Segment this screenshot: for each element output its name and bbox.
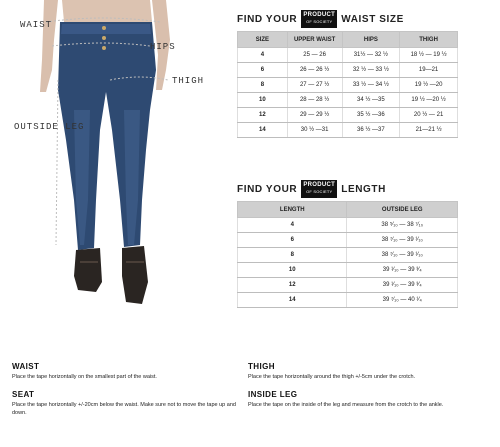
length-size-cell: 10: [238, 263, 347, 278]
upper-waist-cell: 28 — 28 ½: [287, 93, 342, 108]
col-header-hips: HIPS: [342, 32, 400, 48]
table-row: [238, 123, 458, 138]
col-header-upper-waist: UPPER WAIST: [287, 32, 342, 48]
waist-instruction-text: Place the tape horizontally on the smallest part of the waist.: [12, 374, 157, 380]
logo-line-1: PRODUCT: [303, 182, 336, 188]
thigh-cell: 21—21 ½: [400, 123, 458, 138]
waist-instruction: [12, 362, 240, 382]
table-row: [238, 293, 458, 308]
waist-heading-suffix: WAIST SIZE: [341, 13, 404, 25]
waist-size-heading: [237, 10, 404, 28]
length-heading-prefix: FIND YOUR: [237, 183, 298, 195]
thigh-cell: 19 ½ —20: [400, 78, 458, 93]
size-cell: 8: [238, 78, 288, 93]
length-size-cell: 4: [238, 218, 347, 233]
size-cell: 10: [238, 93, 288, 108]
thigh-cell: 19—21: [400, 63, 458, 78]
thigh-instruction-title: THIGH: [248, 362, 275, 371]
size-cell: 14: [238, 123, 288, 138]
outside-leg-cell: 38 ⁷⁄₁₀ — 39 ¹⁄₁₀: [347, 233, 458, 248]
outside-leg-measure-label: OUTSIDE LEG: [14, 122, 85, 132]
col-header-thigh: THIGH: [400, 32, 458, 48]
inside-leg-instruction: [248, 390, 488, 410]
col-header-size: SIZE: [238, 32, 288, 48]
outside-leg-cell: 39 ¹⁄₁₀ — 39 ³⁄₄: [347, 278, 458, 293]
product-of-society-logo: [301, 10, 337, 28]
table-row: [238, 78, 458, 93]
table-header-row: [238, 202, 458, 218]
table-row: [238, 63, 458, 78]
table-row: [238, 93, 458, 108]
thigh-instruction-text: Place the tape horizontally around the thigh +/-5cm under the crotch.: [248, 374, 416, 380]
hips-cell: 31½ — 32 ½: [342, 48, 400, 63]
outside-leg-cell: 39 ¹⁄₁₀ — 39 ³⁄₄: [347, 263, 458, 278]
hips-cell: 34 ½ —35: [342, 93, 400, 108]
table-row: [238, 233, 458, 248]
table-row: [238, 48, 458, 63]
seat-instruction-text: Place the tape horizontally +/-20cm below the waist. Make sure not to move the tape up and down.: [12, 402, 236, 416]
waist-instruction-title: WAIST: [12, 362, 40, 371]
col-header-outside-leg: OUTSIDE LEG: [347, 202, 458, 218]
waist-measure-label: WAIST: [20, 20, 53, 30]
table-row: [238, 248, 458, 263]
jeans-model-figure: [0, 0, 230, 320]
logo-line-2: OF SOCIETY: [306, 19, 333, 24]
length-heading: [237, 180, 386, 198]
size-cell: 4: [238, 48, 288, 63]
outside-leg-cell: 38 ⁵⁄₁₀ — 38 ⁷⁄₁₀: [347, 218, 458, 233]
size-cell: 6: [238, 63, 288, 78]
length-heading-suffix: LENGTH: [341, 183, 386, 195]
thigh-instruction: [248, 362, 488, 382]
length-size-cell: 14: [238, 293, 347, 308]
hips-cell: 32 ½ — 33 ½: [342, 63, 400, 78]
product-of-society-logo: [301, 180, 337, 198]
table-row: [238, 263, 458, 278]
waist-heading-prefix: FIND YOUR: [237, 13, 298, 25]
hips-cell: 33 ½ — 34 ½: [342, 78, 400, 93]
hips-cell: 35 ½ —36: [342, 108, 400, 123]
logo-line-2: OF SOCIETY: [306, 189, 333, 194]
table-row: [238, 108, 458, 123]
inside-leg-instruction-title: INSIDE LEG: [248, 390, 298, 399]
upper-waist-cell: 27 — 27 ½: [287, 78, 342, 93]
seat-instruction: [12, 390, 240, 418]
thigh-cell: 19 ½ —20 ½: [400, 93, 458, 108]
length-size-cell: 12: [238, 278, 347, 293]
length-size-cell: 6: [238, 233, 347, 248]
thigh-cell: 20 ½ — 21: [400, 108, 458, 123]
hips-measure-label: HIPS: [150, 42, 176, 52]
seat-instruction-title: SEAT: [12, 390, 35, 399]
table-row: [238, 278, 458, 293]
outside-leg-cell: 38 ⁷⁄₁₀ — 39 ¹⁄₁₀: [347, 248, 458, 263]
table-header-row: [238, 32, 458, 48]
waist-size-table: [237, 31, 458, 138]
col-header-length: LENGTH: [238, 202, 347, 218]
length-table: [237, 201, 458, 308]
thigh-cell: 18 ½ — 19 ½: [400, 48, 458, 63]
inside-leg-instruction-text: Place the tape on the inside of the leg and measure from the crotch to the ankle.: [248, 402, 444, 408]
length-size-cell: 8: [238, 248, 347, 263]
upper-waist-cell: 26 — 26 ½: [287, 63, 342, 78]
upper-waist-cell: 25 — 26: [287, 48, 342, 63]
jeans-model-illustration: [0, 0, 230, 320]
size-cell: 12: [238, 108, 288, 123]
hips-cell: 36 ½ —37: [342, 123, 400, 138]
outside-leg-cell: 39 ⁷⁄₁₀ — 40 ¹⁄₄: [347, 293, 458, 308]
upper-waist-cell: 29 — 29 ½: [287, 108, 342, 123]
logo-line-1: PRODUCT: [303, 12, 336, 18]
upper-waist-cell: 30 ½ —31: [287, 123, 342, 138]
thigh-measure-label: THIGH: [172, 76, 205, 86]
table-row: [238, 218, 458, 233]
